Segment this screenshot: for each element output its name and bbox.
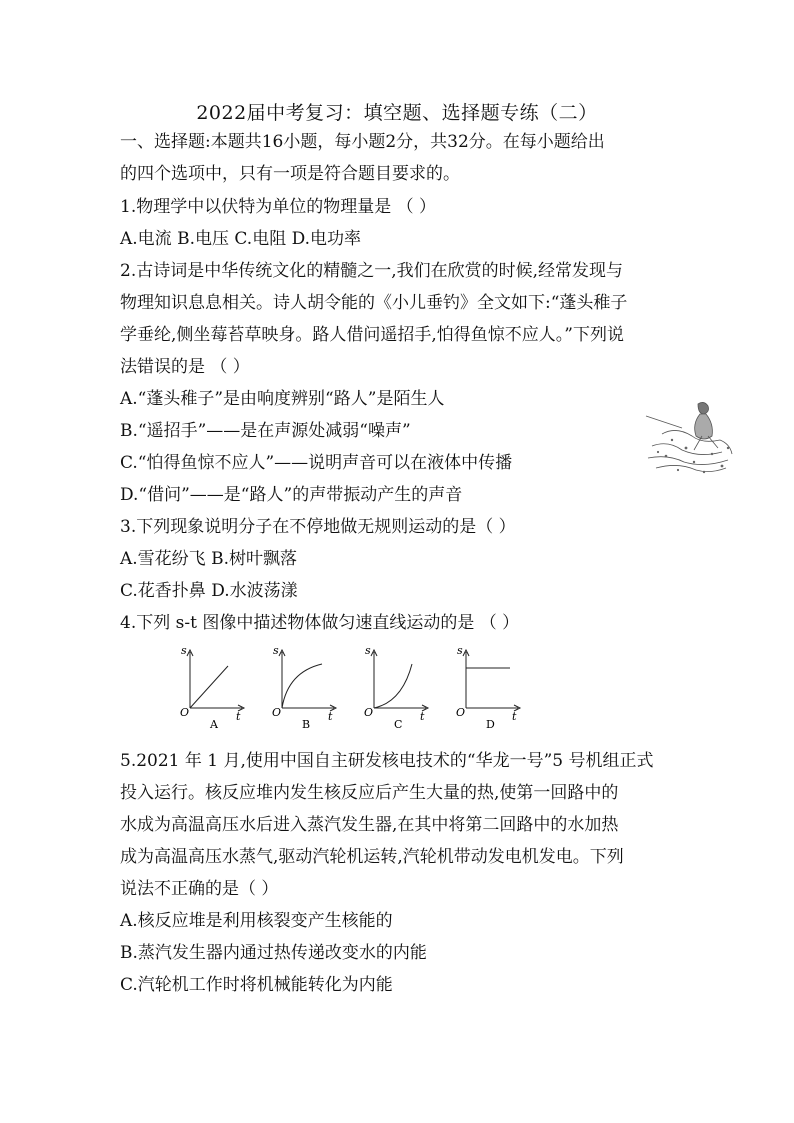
graph-c-ylabel: s	[365, 644, 371, 657]
graph-a-caption: A	[210, 718, 218, 730]
graph-b-ylabel: s	[273, 644, 279, 657]
q2-option-c: C.“怕得鱼惊不应人”——说明声音可以在液体中传播	[120, 453, 513, 473]
graph-d-ylabel: s	[457, 644, 463, 657]
graph-b-origin: O	[272, 706, 282, 719]
q5-option-a: A.核反应堆是利用核裂变产生核能的	[120, 911, 393, 931]
q3-options-2: C.花香扑鼻 D.水波荡漾	[120, 581, 298, 601]
q2-option-b: B.“遥招手”——是在声源处减弱“噪声”	[120, 421, 411, 441]
graph-b-caption: B	[302, 718, 311, 730]
q4-stem: 4.下列 s-t 图像中描述物体做匀速直线运动的是 （ ）	[120, 613, 520, 633]
graph-d-caption: D	[486, 718, 495, 730]
graph-d-xlabel: t	[512, 710, 517, 723]
graph-b	[270, 644, 340, 730]
graph-a-xlabel: t	[236, 710, 241, 723]
q4-graphs	[178, 644, 518, 730]
graph-b-xlabel: t	[328, 710, 333, 723]
graph-c	[362, 644, 432, 730]
q5-stem-3: 水成为高温高压水后进入蒸汽发生器,在其中将第二回路中的水加热	[120, 815, 619, 835]
q2-stem-3: 学垂纶,侧坐莓苔草映身。路人借问遥招手,怕得鱼惊不应人。”下列说	[120, 325, 624, 345]
q2-stem-1: 2.古诗词是中华传统文化的精髓之一,我们在欣赏的时候,经常发现与	[120, 261, 624, 281]
graph-c-xlabel: t	[420, 710, 425, 723]
graph-d-origin: O	[456, 706, 466, 719]
q1-stem: 1.物理学中以伏特为单位的物理量是 （ ）	[120, 197, 437, 217]
fishing-child-illustration	[642, 396, 734, 478]
q2-option-a: A.“蓬头稚子”是由响度辨别“路人”是陌生人	[120, 389, 445, 409]
page-title: 2022届中考复习：填空题、选择题专练（二）	[196, 102, 598, 124]
q5-option-c: C.汽轮机工作时将机械能转化为内能	[120, 975, 393, 995]
q5-option-b: B.蒸汽发生器内通过热传递改变水的内能	[120, 943, 427, 963]
q1-options: A.电流 B.电压 C.电阻 D.电功率	[120, 229, 362, 249]
q5-stem-5: 说法不正确的是（ ）	[120, 879, 279, 899]
graph-a-origin: O	[180, 706, 190, 719]
q5-stem-1: 5.2021 年 1 月,使用中国自主研发核电技术的“华龙一号”5 号机组正式	[120, 751, 654, 771]
q5-stem-2: 投入运行。核反应堆内发生核反应后产生大量的热,使第一回路中的	[120, 783, 619, 803]
q3-stem: 3.下列现象说明分子在不停地做无规则运动的是（ ）	[120, 517, 516, 537]
graph-c-origin: O	[364, 706, 374, 719]
graph-c-caption: C	[394, 718, 403, 730]
graph-a	[178, 644, 248, 730]
section-instruction-1: 一、选择题:本题共16小题，每小题2分，共32分。在每小题给出	[120, 132, 605, 152]
q2-stem-2: 物理知识息息相关。诗人胡令能的《小儿垂钓》全文如下:“蓬头稚子	[120, 293, 628, 313]
section-instruction-2: 的四个选项中，只有一项是符合题目要求的。	[120, 164, 460, 184]
q3-options-1: A.雪花纷飞 B.树叶飘落	[120, 549, 297, 569]
q2-stem-4: 法错误的是 （ ）	[120, 357, 250, 377]
q5-stem-4: 成为高温高压水蒸气,驱动汽轮机运转,汽轮机带动发电机发电。下列	[120, 847, 624, 867]
graph-a-ylabel: s	[181, 644, 187, 657]
q2-option-d: D.“借问”——是“路人”的声带振动产生的声音	[120, 485, 463, 505]
graph-d	[454, 644, 524, 730]
